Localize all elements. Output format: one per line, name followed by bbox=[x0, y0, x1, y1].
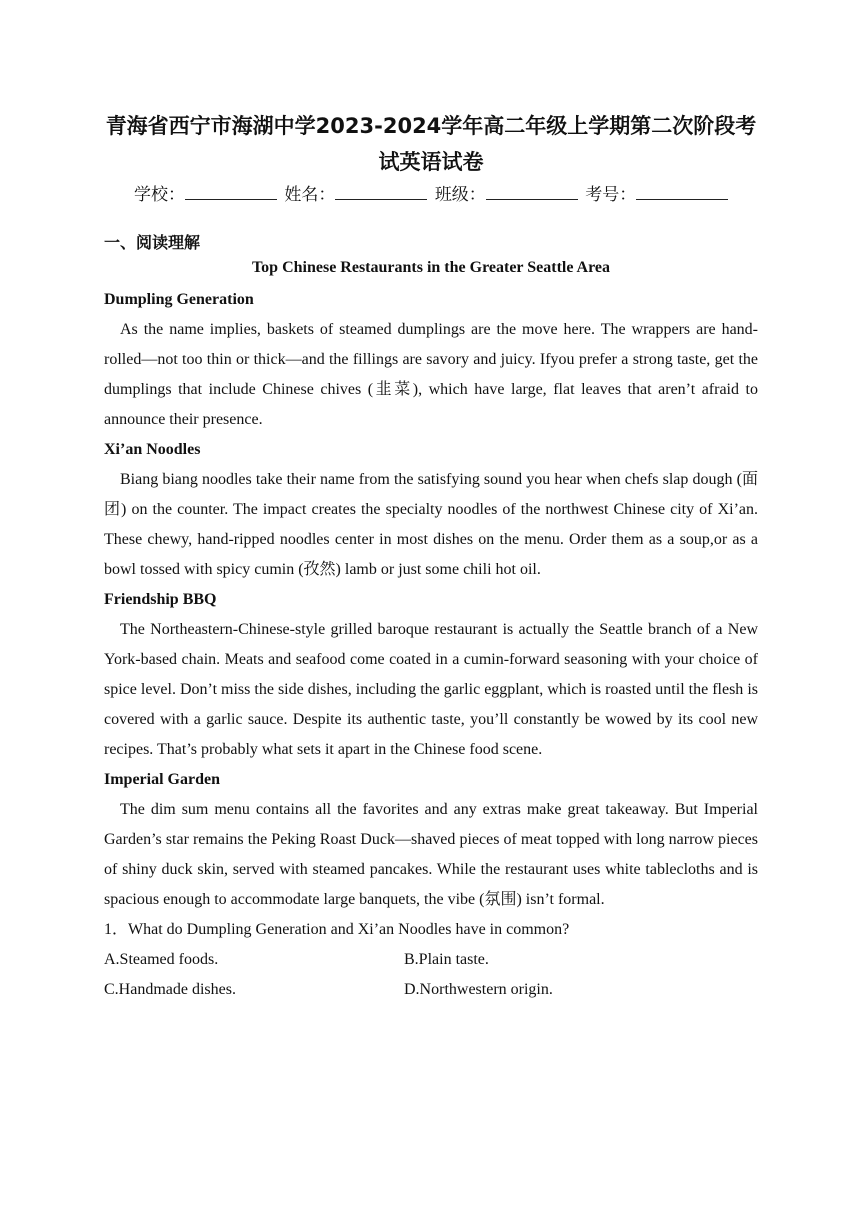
school-blank[interactable] bbox=[185, 181, 277, 200]
restaurant-paragraph: The Northeastern-Chinese-style grilled baroque restaurant is actually the Seattle branch of a New York-based chain. Meats and seafood come coated in a cumin-forward seasoning with your choice of spice level. Don’t miss the side dishes, including the garlic eggplant, which is roasted until the flesh is covered with a garlic sauce. Despite its authentic taste, you’ll constantly be wowed by its cool new recipes. That’s probably what sets it apart in the Chinese food scene. bbox=[104, 621, 758, 758]
restaurant-heading: Dumpling Generation bbox=[104, 291, 254, 308]
restaurant-heading: Imperial Garden bbox=[104, 771, 220, 788]
restaurant-paragraph: Biang biang noodles take their name from the satisfying sound you hear when chefs slap dough (面团) on the counter. The impact creates the specialty noodles of the northwest Chinese city of Xi’an. These chewy, hand-ripped noodles center in most dishes on the menu. Order them as a soup,or as a bowl tossed with spicy cumin (孜然) lamb or just some chili hot oil. bbox=[104, 471, 758, 578]
name-label: 姓名： bbox=[284, 185, 336, 205]
passage-body bbox=[104, 285, 758, 1005]
name-blank[interactable] bbox=[335, 181, 427, 200]
option-a[interactable]: A.Steamed foods. bbox=[104, 951, 219, 968]
school-label: 学校： bbox=[134, 185, 185, 205]
option-b[interactable]: B.Plain taste. bbox=[404, 951, 489, 968]
class-blank[interactable] bbox=[486, 181, 578, 200]
section-heading: 一、阅读理解 bbox=[104, 233, 201, 252]
class-label: 班级： bbox=[434, 185, 486, 205]
question-text: 1．What do Dumpling Generation and Xi’an Noodles have in common? bbox=[104, 921, 570, 938]
student-info-line bbox=[134, 181, 730, 208]
restaurant-heading: Xi’an Noodles bbox=[104, 441, 201, 458]
restaurant-heading: Friendship BBQ bbox=[104, 591, 217, 608]
answer-options bbox=[104, 945, 758, 1005]
option-c[interactable]: C.Handmade dishes. bbox=[104, 981, 236, 998]
restaurant-paragraph: The dim sum menu contains all the favorites and any extras make great takeaway. But Imperial Garden’s star remains the Peking Roast Duck—shaved pieces of meat topped with long narrow pieces of shiny duck skin, served with steamed pancakes. While the restaurant uses white tablecloths and is spacious enough to accommodate large banquets, the vibe (氛围) isn’t formal. bbox=[104, 801, 758, 908]
option-d[interactable]: D.Northwestern origin. bbox=[404, 981, 553, 998]
exam-number-label: 考号： bbox=[585, 185, 637, 205]
restaurant-paragraph: As the name implies, baskets of steamed dumplings are the move here. The wrappers are hand-rolled—not too thin or thick—and the fillings are savory and juicy. Ifyou prefer a strong taste, get the dumplings that include Chinese chives (韭菜), which have large, flat leaves that aren’t afraid to announce their presence. bbox=[104, 321, 758, 428]
passage-title: Top Chinese Restaurants in the Greater Seattle Area bbox=[251, 259, 611, 276]
page-title: 青海省西宁市海湖中学2023-2024学年高二年级上学期第二次阶段考试英语试卷 bbox=[105, 114, 757, 174]
exam-number-blank[interactable] bbox=[636, 181, 728, 200]
